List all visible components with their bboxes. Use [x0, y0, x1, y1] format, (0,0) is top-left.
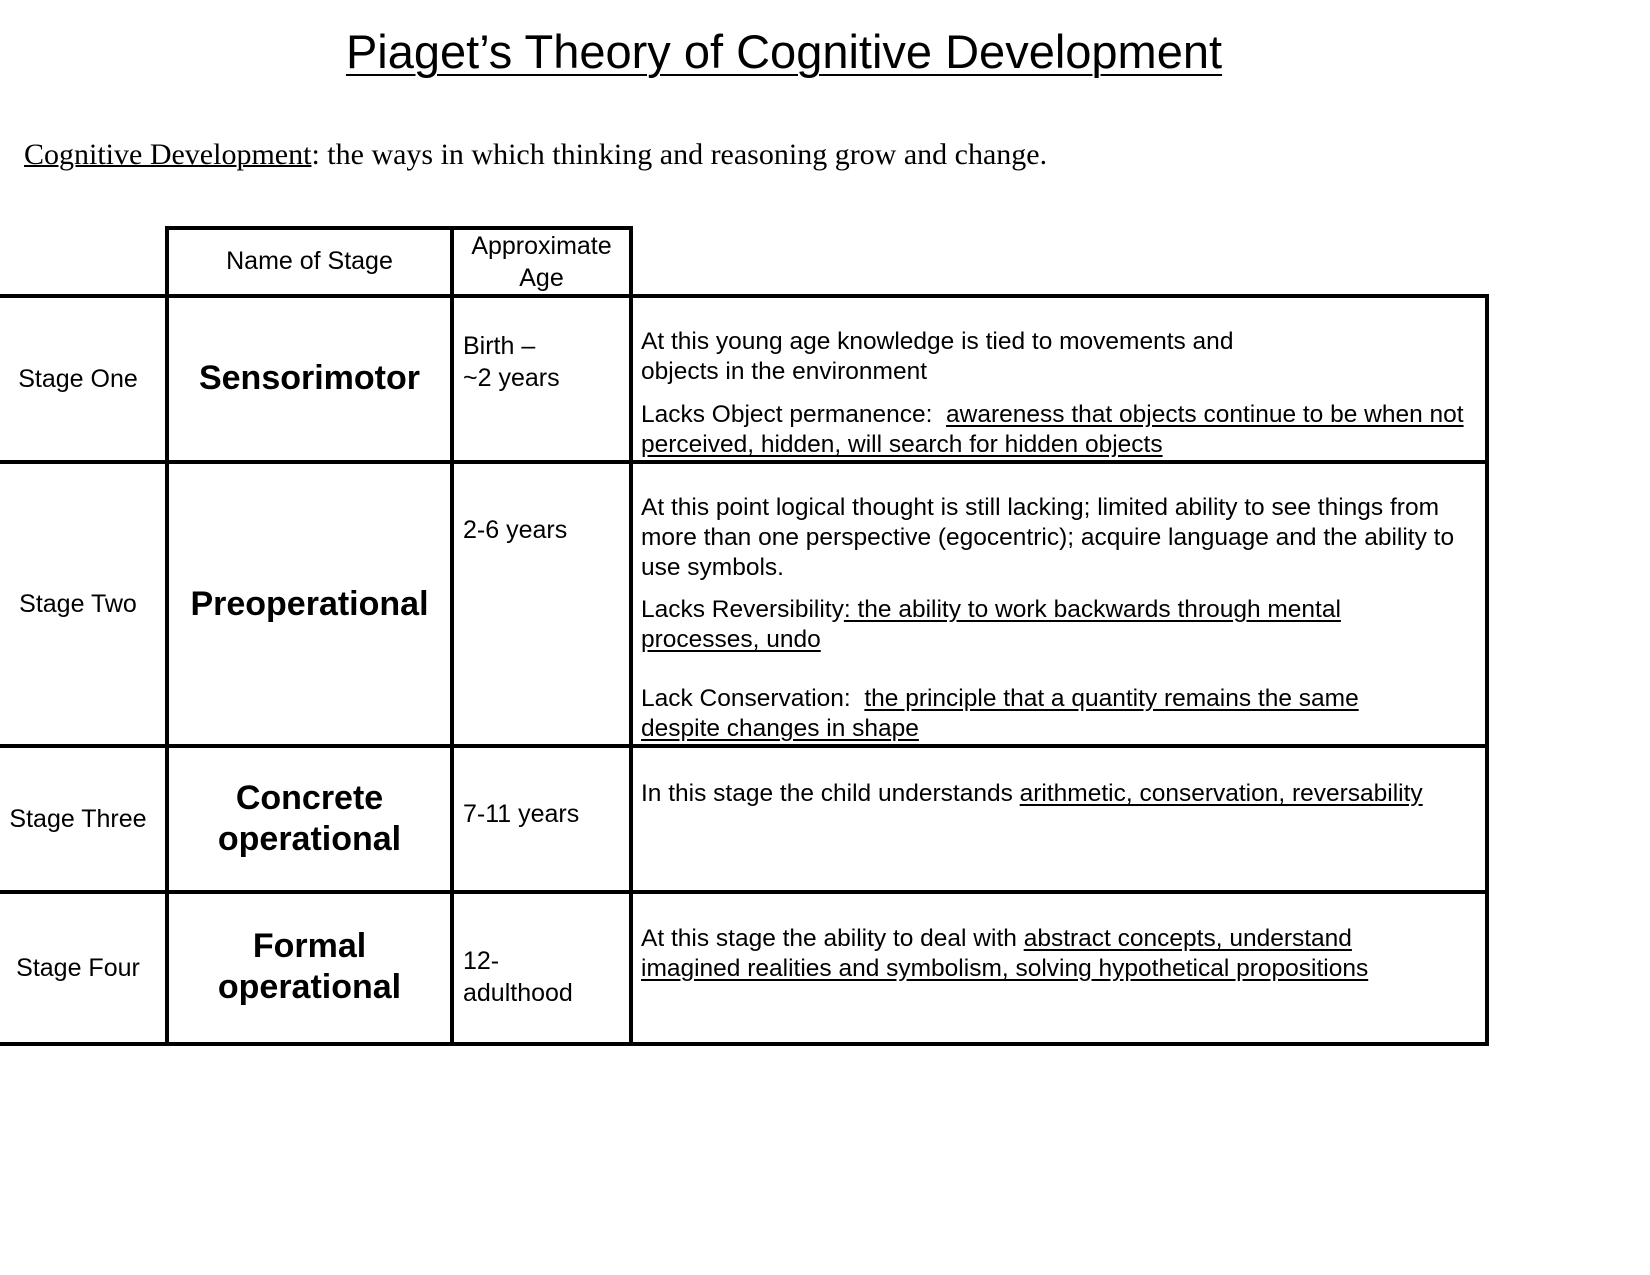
- stage-label: Stage One: [18, 365, 138, 393]
- header-age-line: Approximate: [471, 232, 612, 260]
- table-border: [1485, 294, 1489, 1046]
- stage-name-line: operational: [217, 968, 402, 1006]
- stage-label: Stage Two: [19, 590, 137, 618]
- stage-description: [641, 400, 1476, 460]
- definition: [24, 138, 1047, 172]
- page-title: Piaget’s Theory of Cognitive Development: [345, 25, 1223, 78]
- description-text: At this young age knowledge is tied to movements and objects in the environment: [641, 328, 1234, 385]
- age-line: Birth –: [463, 332, 536, 360]
- stage-name-line: Formal: [252, 927, 367, 965]
- description-definition: arithmetic, conservation, reversability: [1019, 780, 1423, 807]
- stage-name: Preoperational: [190, 585, 429, 623]
- stage-age: [463, 330, 560, 394]
- description-definition: awareness that objects continue to be when not perceived, hidden, will search for hidden objects: [641, 401, 1464, 458]
- stage-description: [641, 924, 1421, 984]
- stage-age: [463, 945, 573, 1009]
- header-approximate-age: [454, 230, 629, 294]
- description-text: In this stage the child understands: [641, 780, 1020, 807]
- description-term: Lack Conservation:: [641, 685, 865, 712]
- age-line: 12-: [463, 947, 500, 975]
- stage-name-line: operational: [217, 820, 402, 858]
- table-border: [0, 460, 1489, 464]
- header-age-line: Age: [519, 264, 564, 292]
- stage-description: [641, 327, 1271, 400]
- definition-term: Cognitive Development: [24, 138, 312, 171]
- description-definition: the principle that a quantity remains the same despite changes in shape: [641, 685, 1359, 742]
- stage-label: Stage Four: [16, 954, 140, 982]
- stage-age: 2-6 years: [463, 516, 568, 544]
- age-line: ~2 years: [463, 364, 560, 392]
- header-name-of-stage: Name of Stage: [226, 247, 393, 275]
- table-border: [450, 226, 454, 1046]
- table-border: [0, 294, 1489, 298]
- stage-description: [641, 684, 1431, 744]
- table-border: [0, 890, 1489, 894]
- description-definition: abstract concepts, understand imagined realities and symbolism, solving hypothetical propositions: [641, 925, 1369, 982]
- definition-text: : the ways in which thinking and reasoning grow and change.: [311, 138, 1048, 171]
- stage-name: [169, 926, 450, 1008]
- age-line: adulthood: [463, 979, 573, 1007]
- description-term: Lacks Reversibility: [641, 596, 844, 623]
- table-border: [0, 744, 1489, 748]
- stage-description: At this point logical thought is still lacking; limited ability to see things from more than one perspective (egocentric); acquire language and the ability to use symbols.: [641, 494, 1455, 581]
- description-text: At this stage the ability to deal with: [641, 925, 1024, 952]
- table-border: [0, 1042, 1489, 1046]
- description-term: Lacks Object permanence:: [641, 401, 947, 428]
- stage-name-line: Concrete: [235, 779, 384, 817]
- stage-description: [641, 595, 1411, 655]
- table-border: [165, 226, 169, 1046]
- stage-description: [641, 779, 1481, 809]
- stage-name: [169, 778, 450, 860]
- stage-name: Sensorimotor: [198, 359, 421, 397]
- description-definition: : the ability to work backwards through mental processes, undo: [641, 596, 1341, 653]
- stage-age: 7-11 years: [463, 800, 580, 828]
- stage-label: Stage Three: [9, 805, 147, 833]
- table-border: [629, 226, 633, 1046]
